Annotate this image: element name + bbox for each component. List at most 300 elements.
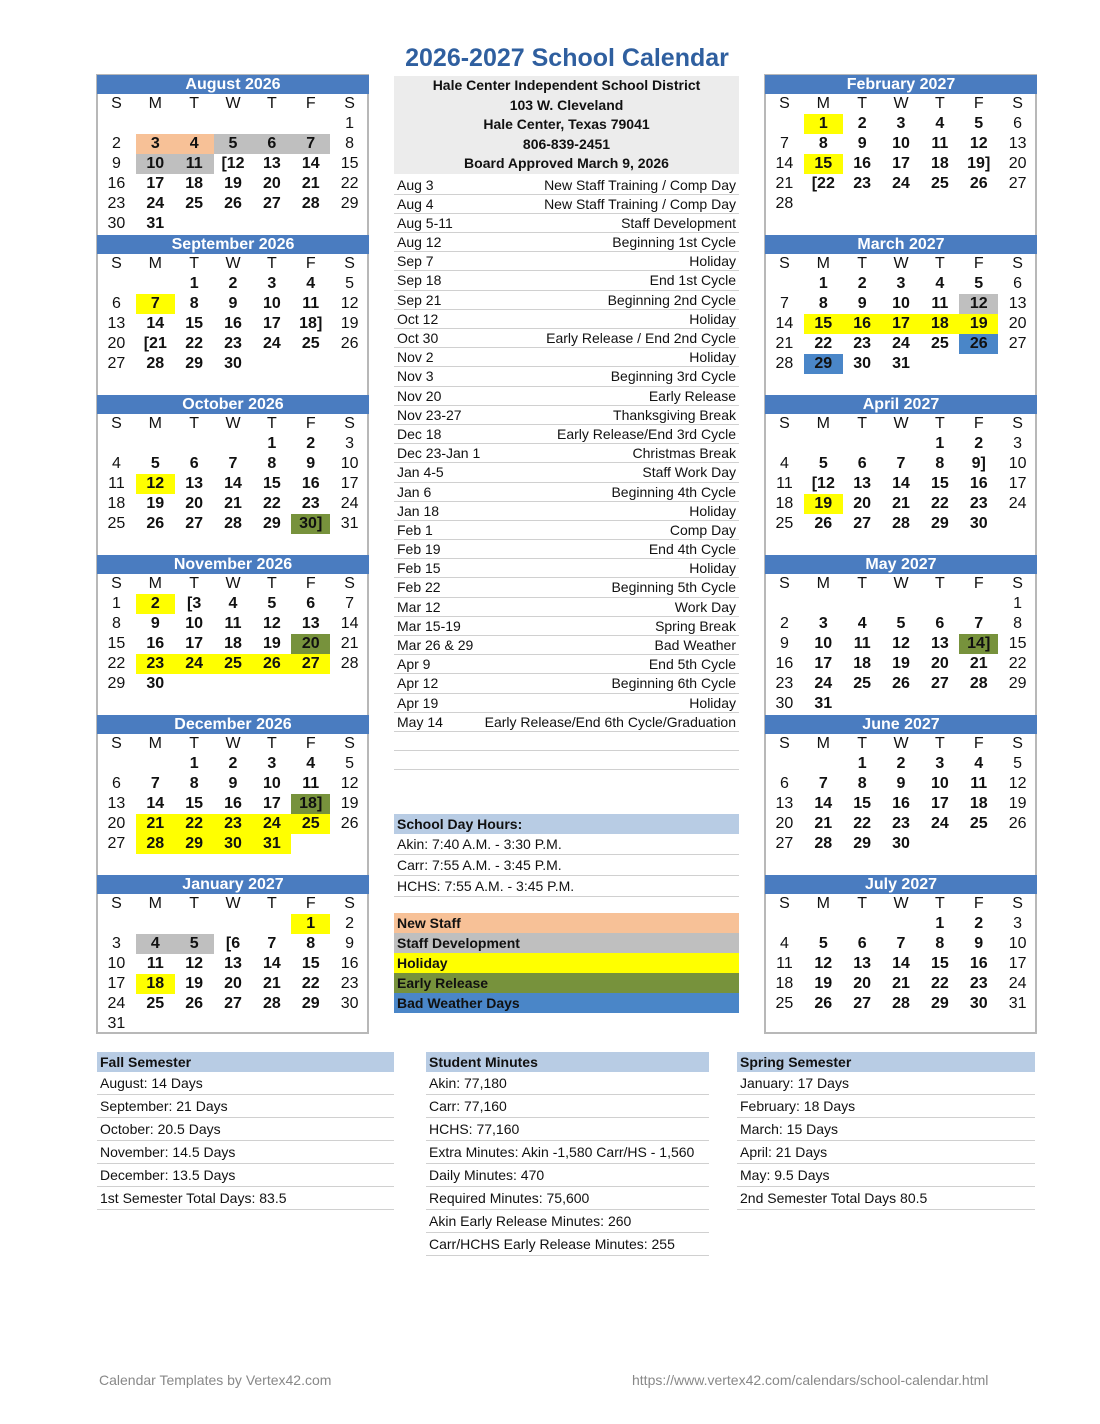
day-cell: 8 — [111, 615, 121, 632]
weekday-label: S — [111, 415, 122, 432]
empty-cell — [175, 374, 214, 394]
week-row — [765, 994, 1037, 1014]
event-date: Nov 20 — [397, 387, 442, 404]
district-phone: 806-839-2451 — [394, 135, 739, 155]
day-cell: 12 — [969, 135, 988, 152]
day-cell: 18 — [930, 155, 949, 172]
empty-cell — [175, 214, 214, 234]
day-cell: 10 — [340, 455, 359, 472]
empty-cell — [959, 194, 998, 214]
month-header: August 2026 — [97, 75, 369, 94]
weekday-label: M — [816, 735, 830, 752]
day-cell: 27 — [107, 835, 126, 852]
day-cell: 13 — [262, 155, 281, 172]
empty-cell — [998, 694, 1037, 714]
day-cell: 18 — [920, 314, 959, 334]
spring-semester-summary — [737, 1052, 1035, 1210]
empty-cell — [97, 534, 136, 554]
week-row — [765, 674, 1037, 694]
week-row — [97, 994, 369, 1014]
week-row — [97, 1014, 369, 1034]
day-cell: 13 — [853, 475, 872, 492]
summary-row: Akin Early Release Minutes: 260 — [426, 1211, 709, 1233]
weekday-label: S — [344, 255, 355, 272]
event-date: Oct 30 — [397, 330, 439, 346]
day-cell: 28 — [340, 655, 359, 672]
weekday-label: T — [857, 415, 868, 432]
weekday-label: T — [266, 575, 277, 592]
day-cell: 25 — [107, 515, 126, 532]
weekday-label: S — [779, 255, 790, 272]
empty-cell — [291, 854, 330, 874]
event-date: Aug 5-11 — [397, 214, 453, 231]
day-cell: 12 — [340, 295, 359, 312]
weekday-label: S — [111, 895, 122, 912]
day-cell: 15 — [804, 154, 843, 174]
day-cell: 2 — [306, 435, 316, 452]
summary-row: Required Minutes: 75,600 — [426, 1188, 709, 1210]
empty-cell — [136, 854, 175, 874]
weekday-label: T — [857, 895, 868, 912]
day-cell: 1 — [189, 755, 199, 772]
week-row — [765, 334, 1037, 354]
spring-semester-title: Spring Semester — [737, 1052, 1035, 1072]
month-september-2026 — [97, 235, 369, 394]
day-cell: 3 — [136, 134, 175, 154]
weekday-row — [765, 734, 1037, 754]
hours-line: Carr: 7:55 A.M. - 3:45 P.M. — [394, 855, 739, 876]
event-date: Mar 26 & 29 — [397, 637, 474, 653]
empty-cell — [175, 114, 214, 134]
empty-cell — [920, 854, 959, 874]
day-cell: 24 — [107, 995, 126, 1012]
empty-cell — [175, 854, 214, 874]
month-may-2027 — [765, 555, 1037, 714]
empty-cell — [765, 374, 804, 394]
day-cell: 15 — [185, 795, 204, 812]
day-cell: 29 — [340, 195, 359, 212]
day-cell: 24 — [340, 495, 359, 512]
day-cell: 31 — [146, 215, 165, 232]
day-cell: 20 — [185, 495, 204, 512]
day-cell: 14 — [892, 955, 910, 972]
day-cell: 18 — [185, 175, 204, 192]
event-row — [394, 713, 739, 732]
empty-cell — [804, 854, 843, 874]
day-cell: 15 — [185, 315, 204, 332]
event-label: End 4th Cycle — [648, 541, 736, 558]
empty-cell — [959, 834, 998, 854]
weekday-label: M — [816, 95, 830, 112]
day-cell: 13 — [1008, 295, 1027, 312]
day-cell: 19 — [1008, 795, 1027, 812]
empty-cell — [214, 374, 253, 394]
empty-cell — [765, 1014, 804, 1034]
week-row — [765, 314, 1037, 334]
day-cell: 26 — [1008, 815, 1027, 832]
day-cell: 19 — [224, 175, 242, 192]
fall-semester-title: Fall Semester — [97, 1052, 394, 1072]
weekday-label: T — [266, 255, 277, 272]
day-cell: 9 — [306, 455, 316, 472]
day-cell: 29 — [107, 675, 126, 692]
week-row — [765, 214, 1037, 234]
day-cell: 7 — [228, 455, 238, 472]
day-cell: 27 — [262, 195, 281, 212]
empty-cell — [843, 194, 882, 214]
week-row — [765, 934, 1037, 954]
day-cell: 4 — [935, 115, 945, 132]
day-cell: 25 — [291, 814, 330, 834]
weekday-label: F — [305, 255, 316, 272]
event-label: Holiday — [689, 349, 736, 366]
legend-item: Holiday — [394, 953, 739, 973]
day-cell: 25 — [775, 515, 794, 532]
day-cell: 11 — [776, 955, 793, 972]
month-header: December 2026 — [97, 715, 369, 734]
district-info — [394, 76, 739, 174]
day-cell: 29 — [175, 834, 214, 854]
day-cell: 11 — [970, 775, 988, 792]
weekday-label: S — [1012, 575, 1023, 592]
empty-cell — [765, 274, 804, 294]
empty-cell — [291, 374, 330, 394]
day-cell: 22 — [930, 495, 949, 512]
empty-cell — [97, 854, 136, 874]
weekday-label: F — [973, 255, 984, 272]
week-row — [97, 834, 369, 854]
summary-row: Akin: 77,180 — [426, 1073, 709, 1095]
weekday-label: T — [189, 95, 200, 112]
empty-cell — [804, 534, 843, 554]
day-cell: 14 — [224, 475, 242, 492]
empty-cell — [959, 694, 998, 714]
empty-cell — [330, 374, 369, 394]
day-cell: 14 — [301, 155, 320, 172]
weekday-label: S — [779, 895, 790, 912]
day-cell: 21 — [892, 495, 910, 512]
weekday-label: W — [225, 735, 241, 752]
event-row — [394, 252, 739, 271]
day-cell: 17 — [882, 314, 921, 334]
empty-event-row — [394, 732, 739, 751]
day-cell: 31 — [340, 515, 359, 532]
day-cell: 29 — [1008, 675, 1027, 692]
weekday-label: F — [305, 575, 316, 592]
day-cell: 1 — [345, 115, 355, 132]
day-cell: 3 — [345, 435, 355, 452]
event-date: Jan 6 — [397, 483, 432, 500]
day-cell: 30 — [853, 355, 872, 372]
day-cell: 14 — [146, 795, 165, 812]
day-cell: 21 — [775, 175, 794, 192]
event-row — [394, 348, 739, 367]
weekday-label: M — [816, 895, 830, 912]
empty-cell — [291, 694, 330, 714]
day-cell: 13 — [853, 955, 872, 972]
empty-cell — [97, 114, 136, 134]
empty-cell — [252, 114, 291, 134]
empty-cell — [765, 594, 804, 614]
month-august-2026 — [97, 75, 369, 234]
weekday-row — [97, 574, 369, 594]
weekday-label: M — [816, 255, 830, 272]
day-cell: 15 — [301, 955, 320, 972]
event-row — [394, 195, 739, 214]
day-cell: 19 — [340, 795, 359, 812]
week-row — [97, 174, 369, 194]
event-row — [394, 271, 739, 290]
event-label: End 1st Cycle — [649, 272, 736, 289]
day-cell: 6 — [1013, 275, 1023, 292]
day-cell: 24 — [262, 335, 281, 352]
summary-row: May: 9.5 Days — [737, 1165, 1035, 1187]
day-cell: 6 — [111, 295, 121, 312]
empty-cell — [765, 434, 804, 454]
empty-cell — [843, 534, 882, 554]
day-cell: 12 — [959, 294, 998, 314]
fall-semester-summary — [97, 1052, 394, 1210]
week-row — [765, 454, 1037, 474]
day-cell: 11 — [224, 615, 242, 632]
day-cell: 29 — [262, 515, 281, 532]
empty-cell — [330, 214, 369, 234]
weekday-label: W — [225, 95, 241, 112]
day-cell: 16 — [340, 955, 359, 972]
weekday-label: M — [816, 575, 830, 592]
day-cell: 24 — [930, 815, 949, 832]
day-cell: 29 — [301, 995, 320, 1012]
empty-cell — [252, 214, 291, 234]
event-row — [394, 387, 739, 406]
empty-cell — [214, 1014, 253, 1034]
day-cell: 23 — [969, 495, 988, 512]
day-cell: 20 — [107, 335, 126, 352]
event-date: Aug 12 — [397, 234, 442, 251]
day-cell: 16 — [853, 155, 872, 172]
weekday-label: S — [344, 895, 355, 912]
empty-cell — [882, 854, 921, 874]
weekday-label: M — [148, 735, 162, 752]
day-cell: 13 — [185, 475, 204, 492]
day-cell: 18 — [775, 495, 794, 512]
day-cell: 23 — [892, 815, 910, 832]
weekday-label: T — [189, 255, 200, 272]
week-row — [97, 974, 369, 994]
empty-cell — [136, 914, 175, 934]
day-cell: 17 — [185, 635, 204, 652]
weekday-label: W — [893, 735, 909, 752]
day-cell: 3 — [111, 935, 121, 952]
empty-cell — [136, 534, 175, 554]
day-cell: 30 — [224, 355, 242, 372]
empty-cell — [843, 854, 882, 874]
weekday-label: T — [934, 95, 945, 112]
day-cell: 6 — [935, 615, 945, 632]
legend-item: New Staff — [394, 913, 739, 933]
empty-cell — [882, 194, 921, 214]
week-row — [765, 194, 1037, 214]
weekday-label: T — [934, 735, 945, 752]
weekday-label: S — [779, 415, 790, 432]
day-cell: 3 — [267, 755, 277, 772]
empty-cell — [804, 194, 843, 214]
empty-cell — [214, 674, 253, 694]
day-cell: 19 — [959, 314, 998, 334]
day-cell: 29 — [930, 995, 949, 1012]
week-row — [97, 314, 369, 334]
empty-cell — [998, 534, 1037, 554]
empty-cell — [330, 854, 369, 874]
day-cell: 3 — [896, 115, 906, 132]
event-date: Sep 21 — [397, 291, 442, 308]
summary-row: March: 15 Days — [737, 1119, 1035, 1141]
day-cell: 7 — [896, 935, 906, 952]
weekday-label: T — [189, 895, 200, 912]
day-cell: [12 — [221, 155, 245, 172]
day-cell: 21 — [340, 635, 359, 652]
empty-cell — [175, 914, 214, 934]
day-cell: 26 — [340, 335, 359, 352]
week-row — [765, 814, 1037, 834]
empty-cell — [959, 374, 998, 394]
month-october-2026 — [97, 395, 369, 554]
weekday-label: T — [934, 415, 945, 432]
day-cell: 12 — [136, 474, 175, 494]
day-cell: 6 — [1013, 115, 1023, 132]
day-cell: 6 — [252, 134, 291, 154]
day-cell: 19 — [814, 975, 833, 992]
week-row — [765, 474, 1037, 494]
empty-cell — [136, 434, 175, 454]
event-date: Dec 18 — [397, 425, 442, 442]
event-label: Christmas Break — [632, 445, 736, 462]
day-cell: 12 — [892, 635, 910, 652]
day-cell: 14] — [959, 634, 998, 654]
day-cell: 8 — [818, 135, 828, 152]
month-header: April 2027 — [765, 395, 1037, 414]
summary-row: September: 21 Days — [97, 1096, 394, 1118]
empty-cell — [843, 1014, 882, 1034]
month-january-2027 — [97, 875, 369, 1034]
weekday-label: M — [148, 575, 162, 592]
empty-cell — [804, 374, 843, 394]
week-row — [97, 274, 369, 294]
day-cell: 23 — [853, 335, 872, 352]
weekday-label: S — [1012, 95, 1023, 112]
event-row — [394, 521, 739, 540]
day-cell: 12 — [262, 615, 281, 632]
weekday-label: T — [189, 735, 200, 752]
month-header: March 2027 — [765, 235, 1037, 254]
weekday-label: W — [893, 255, 909, 272]
empty-cell — [136, 1014, 175, 1034]
day-cell: 24 — [892, 335, 910, 352]
day-cell: 17 — [146, 175, 165, 192]
day-cell: 29 — [930, 515, 949, 532]
footer-url[interactable]: https://www.vertex42.com/calendars/school-calendar.html — [632, 1372, 989, 1388]
day-cell: 2 — [345, 915, 355, 932]
district-address: 103 W. Cleveland — [394, 96, 739, 116]
day-cell: 25 — [853, 675, 872, 692]
week-row — [765, 154, 1037, 174]
day-cell: 5 — [818, 935, 828, 952]
weekday-label: T — [266, 95, 277, 112]
day-cell: 24 — [892, 175, 910, 192]
day-cell: 27 — [224, 995, 242, 1012]
day-cell: 25 — [214, 654, 253, 674]
empty-cell — [843, 914, 882, 934]
weekday-label: T — [189, 575, 200, 592]
empty-cell — [175, 674, 214, 694]
event-row — [394, 233, 739, 252]
day-cell: 30 — [892, 835, 910, 852]
day-cell: 10 — [892, 135, 910, 152]
day-cell: 5 — [818, 455, 828, 472]
day-cell: 6 — [857, 455, 867, 472]
day-cell: 6 — [857, 935, 867, 952]
day-cell: 12 — [185, 955, 204, 972]
empty-cell — [214, 114, 253, 134]
empty-cell — [175, 1014, 214, 1034]
empty-cell — [214, 534, 253, 554]
day-cell: 13 — [775, 795, 794, 812]
day-cell: 17 — [262, 315, 281, 332]
day-cell: 9 — [974, 935, 984, 952]
weekday-label: T — [857, 95, 868, 112]
empty-cell — [804, 1014, 843, 1034]
month-header: November 2026 — [97, 555, 369, 574]
event-row — [394, 540, 739, 559]
empty-cell — [998, 374, 1037, 394]
day-cell: 12 — [814, 955, 833, 972]
summary-row: Carr: 77,160 — [426, 1096, 709, 1118]
summary-row: Extra Minutes: Akin -1,580 Carr/HS - 1,560 — [426, 1142, 709, 1164]
day-cell: 16 — [224, 795, 242, 812]
event-date: Nov 2 — [397, 349, 434, 366]
day-cell: 15 — [804, 314, 843, 334]
weekday-label: T — [934, 895, 945, 912]
weekday-row — [97, 94, 369, 114]
day-cell: 12 — [340, 775, 359, 792]
weekday-label: S — [779, 575, 790, 592]
weekday-label: M — [148, 255, 162, 272]
day-cell: 2 — [228, 755, 238, 772]
day-cell: 28 — [301, 195, 320, 212]
day-cell: 27 — [107, 355, 126, 372]
month-header: January 2027 — [97, 875, 369, 894]
day-cell: 16 — [775, 655, 794, 672]
empty-cell — [959, 214, 998, 234]
weekday-label: W — [893, 895, 909, 912]
day-cell: 16 — [224, 315, 242, 332]
day-cell: 4 — [228, 595, 238, 612]
day-cell: 17 — [107, 975, 126, 992]
weekday-label: W — [225, 895, 241, 912]
empty-cell — [882, 434, 921, 454]
day-cell: 9 — [857, 295, 867, 312]
week-row — [97, 354, 369, 374]
weekday-label: S — [1012, 735, 1023, 752]
day-cell: 20 — [291, 634, 330, 654]
week-row — [97, 194, 369, 214]
weekday-label: T — [934, 255, 945, 272]
event-row — [394, 310, 739, 329]
empty-cell — [136, 374, 175, 394]
weekday-label: F — [305, 735, 316, 752]
day-cell: 4 — [306, 755, 316, 772]
day-cell: 8 — [818, 295, 828, 312]
